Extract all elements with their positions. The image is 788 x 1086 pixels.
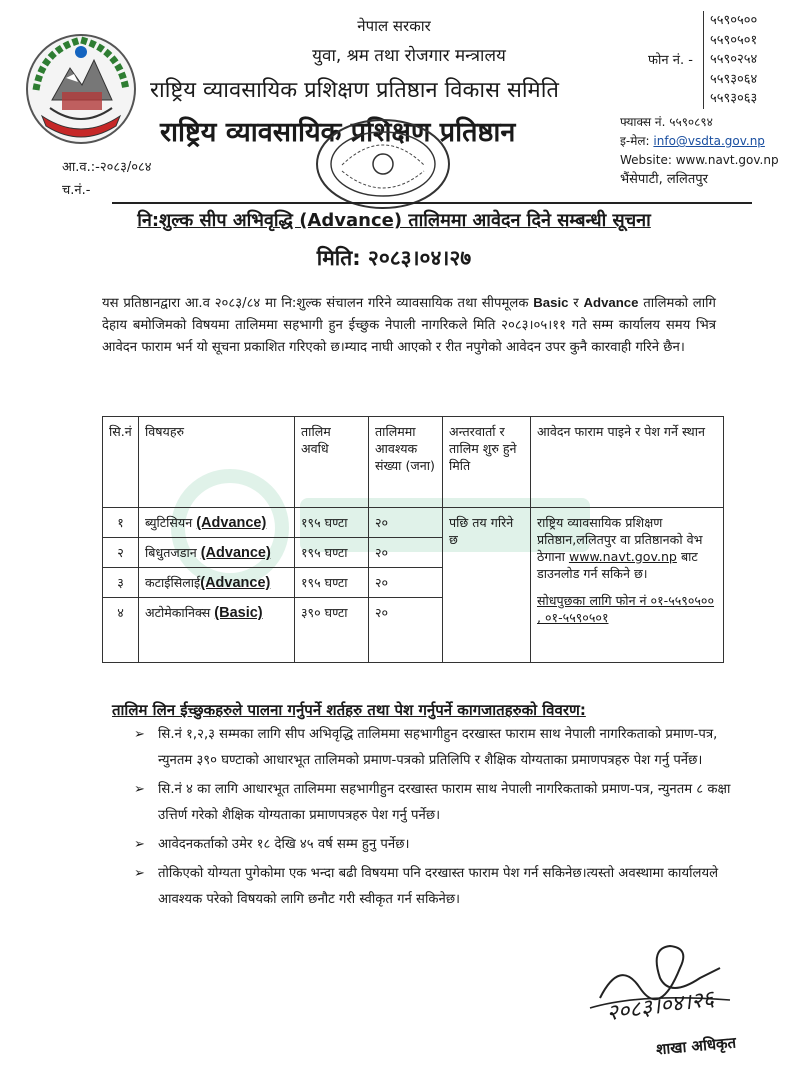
cell-duration: १९५ घण्टा (295, 508, 369, 538)
cell-count: २० (369, 598, 443, 663)
email-label: इ-मेल: (620, 134, 650, 148)
training-table (102, 416, 724, 663)
phone-number: ५५९०५०१ (710, 32, 758, 48)
cell-interview-date: पछि तय गरिने छ (443, 508, 531, 663)
phone-number: ५५९३०६४ (710, 71, 758, 87)
address: भैंसेपाटी, ललितपुर (620, 172, 708, 187)
email-link[interactable]: info@vsdta.gov.np (653, 134, 765, 148)
col-header-count: तालिममा आवश्यक संख्या (जना) (369, 417, 443, 508)
arrow-bullet-icon: ➢ (134, 727, 145, 742)
cell-sn: २ (103, 538, 139, 568)
phone-number: ५५९०५०० (710, 13, 758, 28)
notice-title: नि:शुल्क सीप अभिवृद्धि (Advance) तालिममा आवेदन दिने सम्बन्धी सूचना (137, 210, 651, 231)
cell-subject: कटाईसिलाई(Advance) (139, 568, 295, 598)
phone-list (703, 11, 757, 109)
signature-date: २०८३।०४।२६ (604, 986, 716, 1027)
cell-duration: ३९० घण्टा (295, 598, 369, 663)
col-header-interview-date: अन्तरवार्ता र तालिम शुरु हुने मिति (443, 417, 531, 508)
arrow-bullet-icon: ➢ (134, 866, 145, 881)
cell-subject: बिधुतजडान (Advance) (139, 538, 295, 568)
inquiry-phone: सोधपुछका लागि फोन नं ०१-५५९०५०० , ०१-५५९०५०१ (537, 593, 715, 625)
cell-count: २० (369, 508, 443, 538)
phone-number: ५५९३०६३ (710, 91, 758, 106)
notice-date: मिति: २०८३।०४।२७ (316, 246, 472, 270)
list-item: ➢ आवेदनकर्ताको उमेर १८ देखि ४५ वर्ष सम्म हुनु पर्नेछ। (134, 832, 734, 858)
office-seal-stamp (312, 115, 454, 213)
col-header-duration: तालिम अवधि (295, 417, 369, 508)
cell-sn: १ (103, 508, 139, 538)
cell-subject: अटोमेकानिक्स (Basic) (139, 598, 295, 663)
fiscal-year-ref: आ.व.:-२०८३/०८४ (62, 160, 152, 175)
arrow-bullet-icon: ➢ (134, 837, 145, 852)
cell-count: २० (369, 538, 443, 568)
cell-sn: ४ (103, 598, 139, 663)
dispatch-number: च.नं.- (62, 183, 91, 198)
org-parent-name: नेपाल सरकार (357, 17, 431, 35)
conditions-list (134, 722, 734, 916)
table-row (103, 508, 724, 538)
contact-block (620, 113, 779, 189)
ministry-name: युवा, श्रम तथा रोजगार मन्त्रालय (312, 46, 506, 66)
signature (580, 938, 740, 1038)
cell-sn: ३ (103, 568, 139, 598)
list-item: ➢ सि.नं १,२,३ सम्मका लागि सीप अभिवृद्धि तालिममा सहभागीहुन दरखास्त फाराम साथ नेपाली नागरिकताको प्रमाण-पत्र, न्युनतम ३९० घण्टाको आधारभूत तालिमको प्रमाण-पत्रको प्रतिलिपि र शैक्षिक योग्यताका प्रमाणपत्रहरु पेश गर्नु पर्नेछ। (134, 722, 734, 774)
col-header-sn: सि.नं (103, 417, 139, 508)
list-item: ➢ तोकिएको योग्यता पुगेकोमा एक भन्दा बढी विषयमा पनि दरखास्त फाराम पेश गर्न सकिनेछ।त्यस्तो अवस्थामा कार्यालयले आवश्यक परेको विषयको लागि छनौट गरी स्वीकृत गर्न सकिनेछ। (134, 861, 734, 913)
cell-place (531, 508, 724, 663)
arrow-bullet-icon: ➢ (134, 782, 145, 797)
phone-number: ५५९०२५४ (710, 52, 758, 67)
fax-number: फ्याक्स नं. ५५९०८९४ (620, 115, 713, 129)
cell-count: २० (369, 568, 443, 598)
conditions-heading: तालिम लिन ईच्छुकहरुले पालना गर्नुपर्ने शर्तहरु तथा पेश गर्नुपर्ने कागजातहरुको विवरण: (112, 701, 586, 719)
signatory-title: शाखा अधिकृत (655, 1033, 737, 1059)
table-header-row (103, 417, 724, 508)
col-header-subject: विषयहरु (139, 417, 295, 508)
email-line (620, 132, 779, 151)
website-link[interactable]: www.navt.gov.np (568, 549, 677, 564)
cell-subject: ब्युटिसियन (Advance) (139, 508, 295, 538)
website-line[interactable]: Website: www.navt.gov.np (620, 153, 779, 167)
place-text: राष्ट्रिय व्यावसायिक प्रशिक्षण प्रतिष्ठान,ललितपुर वा प्रतिष्ठानको वेभ ठेगाना www.navt.gov.np बाट डाउनलोड गर्न सकिने छ। (537, 515, 703, 581)
divider (112, 202, 752, 204)
phone-label: फोन नं. - (648, 53, 693, 68)
list-item: ➢ सि.नं ४ का लागि आधारभूत तालिममा सहभागीहुन दरखास्त फाराम साथ नेपाली नागरिकताको प्रमाण-पत्र, न्युनतम ८ कक्षा उत्तिर्ण गरेको शैक्षिक योग्यताका प्रमाणपत्रहरु पेश गर्नु पर्नेछ। (134, 777, 734, 829)
col-header-place: आवेदन फाराम पाइने र पेश गर्ने स्थान (531, 417, 724, 508)
intro-paragraph: यस प्रतिष्ठानद्वारा आ.व २०८३/८४ मा नि:शुल्क संचालन गरिने व्यावसायिक तथा सीपमूलक Basic र Advance तालिमको लागि देहाय बमोजिमको विषयमा तालिममा सहभागी हुन ईच्छुक नेपाली नागरिकले मिति २०८३।०५।११ गते सम्म कार्यालय समय भित्र आवेदन फाराम भर्न यो सूचना प्रकाशित गरिएको छ।म्याद नाघी आएको र रीत नपुगेको आवेदन उपर कुनै कारवाही गरिने छैन। (102, 295, 716, 355)
cell-duration: १९५ घण्टा (295, 538, 369, 568)
org-name: राष्ट्रिय व्यावसायिक प्रशिक्षण प्रतिष्ठान (160, 117, 516, 148)
cell-duration: १९५ घण्टा (295, 568, 369, 598)
committee-name: राष्ट्रिय व्यावसायिक प्रशिक्षण प्रतिष्ठान विकास समिति (150, 78, 559, 103)
